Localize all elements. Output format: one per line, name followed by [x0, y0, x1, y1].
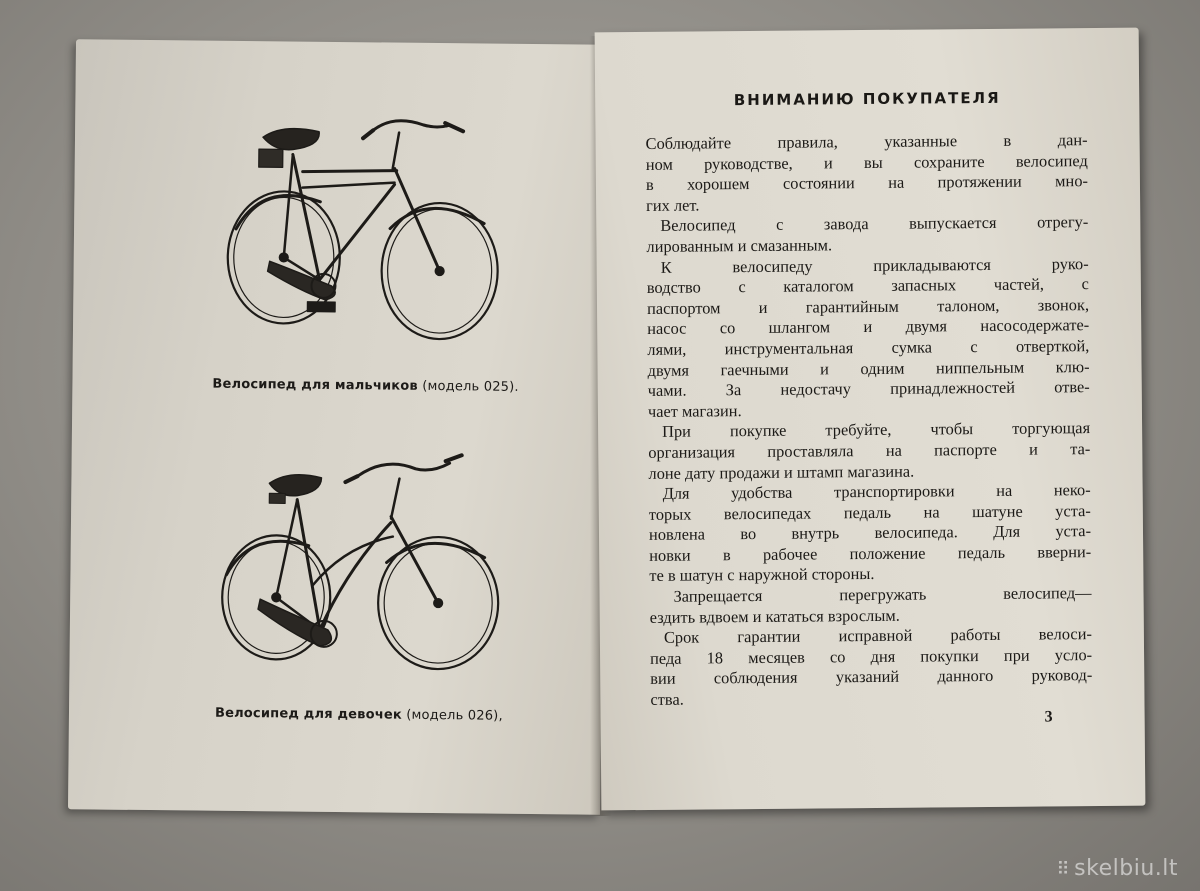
watermark-dots-icon: ⠿ — [1056, 859, 1071, 880]
girls-bicycle-caption — [215, 706, 503, 724]
text-line: чами. За недостачу принадлежностей отве- — [647, 377, 1090, 401]
text-line: торых велосипедах педаль на шатуне уста- — [648, 500, 1091, 524]
text-line: При покупке требуйте, чтобы торгующая — [662, 418, 1091, 442]
text-line: новки в рабочее положение педаль вверни- — [649, 541, 1092, 565]
text-line: новлена во внутрь велосипеда. Для уста- — [648, 521, 1092, 545]
boys-caption-title: Велосипед для мальчиков — [212, 376, 418, 394]
girls-caption-model: (модель 026), — [406, 707, 503, 724]
girls-bicycle-illustration — [215, 449, 507, 677]
left-page — [68, 39, 608, 815]
boys-bicycle-illustration — [221, 109, 508, 347]
text-line: ездить вдвоем и кататься взрослым. — [649, 605, 900, 627]
text-line: Для удобства транспортировки на неко- — [662, 480, 1091, 503]
watermark — [1056, 856, 1178, 881]
text-line: лоне дату продажи и штамп магазина. — [648, 461, 915, 483]
boys-bicycle-caption — [212, 377, 518, 395]
text-line: двумя гаечными и одним ниппельным клю- — [647, 356, 1090, 380]
girls-caption-title: Велосипед для девочек — [214, 705, 403, 723]
text-line: лированным и смазанным. — [646, 235, 833, 256]
text-line: ном руководстве, и вы сохраните велосипед — [645, 150, 1088, 174]
text-line: К велосипеду прикладываются руко- — [660, 253, 1089, 277]
text-line: организация проставляла на паспорте и та- — [648, 438, 1091, 462]
text-line: Соблюдайте правила, указанные в дан- — [645, 130, 1088, 153]
text-line: паспортом и гарантийным талоном, звонок, — [646, 294, 1090, 318]
text-line: в хорошем состоянии на протяжении мно- — [645, 171, 1089, 195]
text-line: водство с каталогом запасных частей, с — [646, 274, 1089, 298]
text-line: ства. — [650, 689, 684, 709]
text-line: лями, инструментальная сумка с отверткой, — [647, 336, 1090, 359]
boys-caption-model: (модель 025). — [422, 378, 519, 395]
notice-body — [646, 130, 1093, 710]
text-line: Велосипед с завода выпускается отрегу- — [660, 212, 1089, 236]
text-line: Срок гарантии исправной работы велоси- — [663, 624, 1092, 648]
text-line: Запрещается перегружать велосипед— — [673, 583, 1092, 606]
right-page — [595, 28, 1146, 811]
watermark-text: skelbiu.lt — [1074, 856, 1178, 881]
text-line: педа 18 месяцев со дня покупки при усло- — [649, 644, 1093, 668]
page-number: 3 — [1044, 708, 1053, 726]
page-heading: ВНИМАНИЮ ПОКУПАТЕЛЯ — [733, 88, 1001, 110]
text-line: те в шатун с наружной стороны. — [649, 564, 875, 586]
text-line: гих лет. — [646, 195, 700, 215]
text-line: вии соблюдения указаний данного руковод- — [650, 665, 1093, 689]
text-line: чает магазин. — [647, 400, 742, 421]
text-line: насос со шлангом и двумя насосодержате- — [647, 315, 1090, 339]
